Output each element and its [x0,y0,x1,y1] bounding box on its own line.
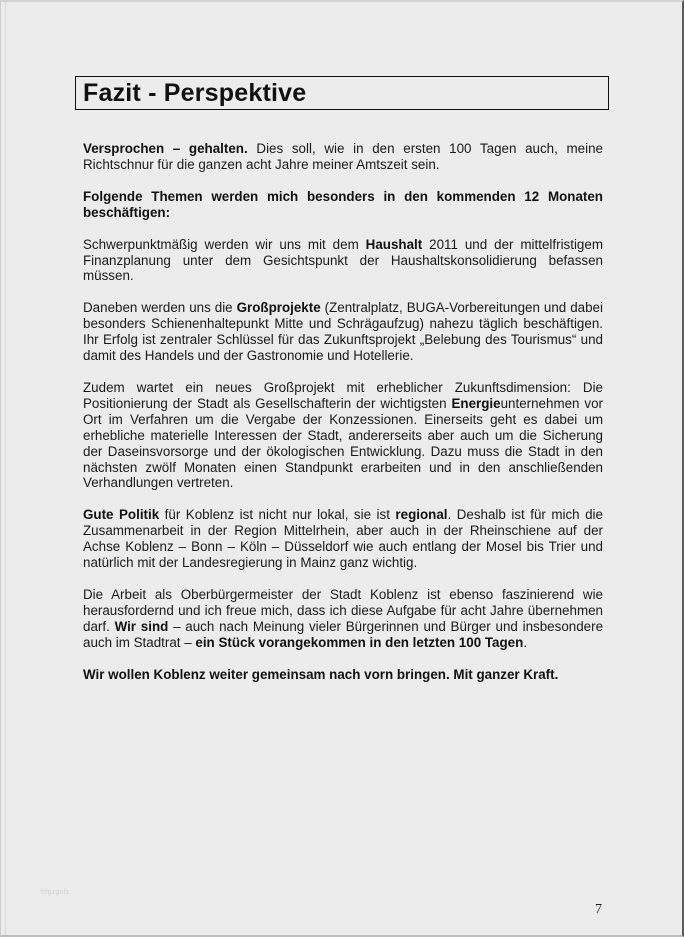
paragraph-text: . Deshalb ist für mich die Zusammenarbeit in der Region Mittelrhein, aber auch in der Rheinschiene auf der Achse Koblenz – Bonn – Köln – Düsseldorf wie auch entlang der Mosel bis Trier und natürlich mit der Landesregierung in Mainz ganz wichtig. [83,507,603,571]
bold-keyword: Wir sind [114,618,169,634]
paragraph-budget [83,237,603,285]
paragraph-promise [83,141,603,173]
paragraph-text: Zudem wartet ein neues Großprojekt mit erheblicher Zukunftsdimension: Die Positionierung der Stadt als Gesellschafterin der wichtigsten [83,379,603,411]
page-number: 7 [595,902,602,917]
paragraph-text: (Zentralplatz, BUGA-Vorbereitungen und dabei besonders Schienenhaltepunkt Mitte und Schrägaufzug) nahezu täglich beschäftigen. Ihr Erfolg ist zentraler Schlüssel für das Zukunftsprojekt „Belebung des Tourismus“ und damit des Handels und der Gastronomie und Hotellerie. [83,300,603,364]
watermark: hfgzgols [41,889,70,896]
paragraph-regional-politics [83,507,603,571]
closing-statement: Wir wollen Koblenz weiter gemeinsam nach vorn bringen. Mit ganzer Kraft. [83,666,559,682]
bold-keyword: regional [395,507,448,523]
paragraph-mayor-work [83,587,603,651]
paragraph-text: Die Arbeit als Oberbürgermeister der Stadt Koblenz ist ebenso faszinierend wie herausfordernd und ich freue mich, dass ich diese Aufgabe für acht Jahre übernehmen darf. [83,586,603,634]
bold-keyword: Haushalt [365,236,423,252]
paragraph-text: für Koblenz ist nicht nur lokal, sie ist [159,507,396,523]
bold-keyword: Großprojekte [236,300,321,316]
paragraph-topics-heading [83,189,603,221]
paragraph-text: Schwerpunktmäßig werden wir uns mit dem [83,236,366,252]
page-title: Fazit - Perspektive [83,79,307,107]
page-edge-line [5,2,6,935]
topics-heading: Folgende Themen werden mich besonders in den kommenden 12 Monaten beschäftigen: [83,188,603,220]
paragraph-major-projects [83,300,603,364]
paragraph-text: 2011 und der mittelfristigem Finanzplanung unter dem Gesichtspunkt der Haushaltskonsolidierung befassen müssen. [83,236,603,284]
bold-keyword: ein Stück vorangekommen in den letzten 100 Tagen [195,634,524,650]
paragraph-closing [83,667,603,683]
title-box [75,76,609,110]
bold-lead: Versprochen – gehalten. [83,141,248,156]
paragraph-text: . [523,634,528,650]
paragraph-text: unternehmen vor Ort im Verfahren um die Vergabe der Konzessionen. Einerseits geht es dabei um erhebliche materielle Interessen der Stadt, andererseits aber auch um die Sicherung der Daseinsvorsorge und der ökologischen Entwicklung. Dazu muss die Stadt in den nächsten zwölf Monaten einen Standpunkt erarbeiten und in den anschließenden Verhandlungen vertreten. [83,395,604,491]
bold-lead: Gute Politik [83,507,160,523]
bold-keyword: Energie [451,395,501,411]
paragraph-text: Daneben werden uns die [83,300,237,316]
paragraph-energy [83,380,603,491]
paragraph-text: Dies soll, wie in den ersten 100 Tagen auch, meine Richtschnur für die ganzen acht Jahre meiner Amtszeit sein. [83,141,603,172]
paragraph-text: – auch nach Meinung vieler Bürgerinnen und Bürger und insbesondere auch im Stadtrat – [83,618,604,650]
document-body [83,141,603,698]
